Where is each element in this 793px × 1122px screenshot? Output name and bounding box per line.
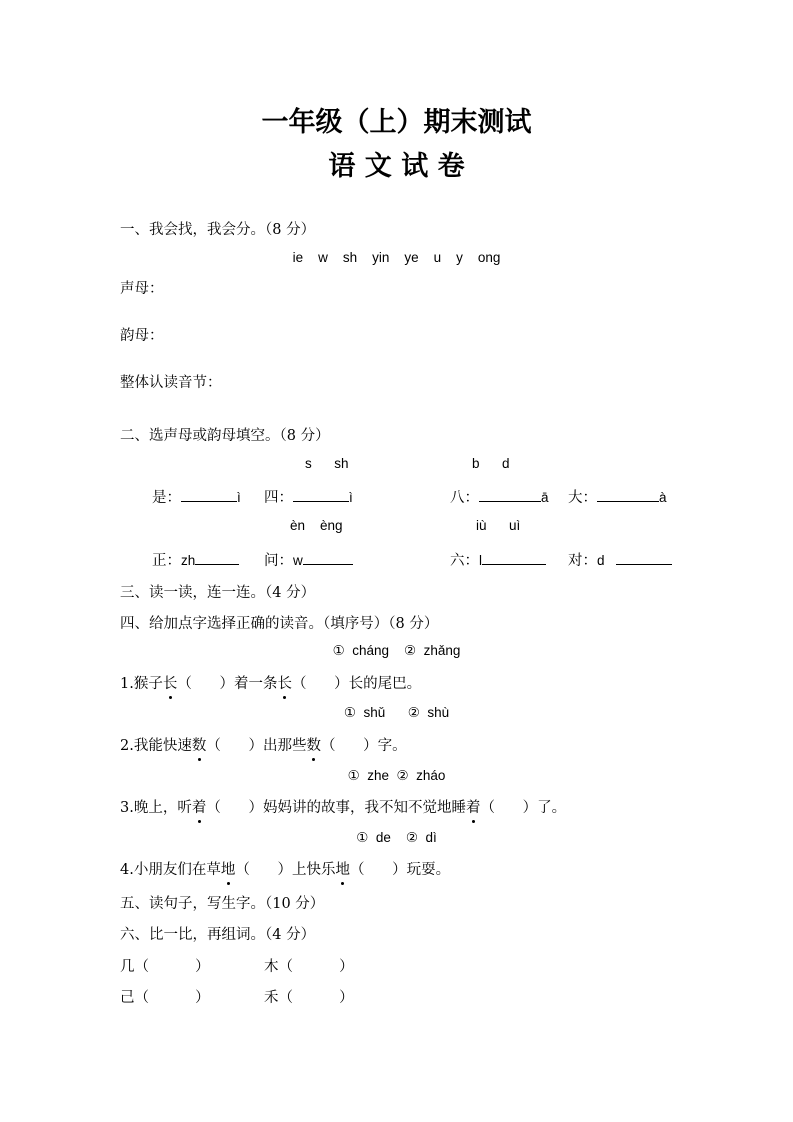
q4-options-2: ① shǔ ② shù [343, 705, 450, 720]
q2-item-label: 大： [568, 490, 597, 506]
q2-item-label: 问： [264, 553, 293, 569]
dotted-char: 着 [192, 796, 207, 817]
q4-sentence-1 [120, 672, 421, 693]
q2-item-prefix: d [597, 553, 609, 568]
q2-item-suffix: ì [237, 490, 241, 505]
q4-sentence-3 [120, 796, 566, 817]
q2-item-prefix: l [479, 553, 482, 568]
q2-options-a: s sh [305, 456, 349, 471]
q6-heading: 六、比一比，再组词。（4 分） [120, 927, 316, 943]
q2-item-label: 八： [450, 490, 479, 506]
dotted-char: 地 [336, 858, 351, 879]
sentence-text: （ ）字。 [321, 738, 407, 754]
q2-options-d: iù uì [476, 518, 521, 533]
q4-heading: 四、给加点字选择正确的读音。（填序号）（8 分） [120, 616, 439, 632]
fill-blank[interactable] [482, 550, 546, 565]
q4-options-1: ① cháng ② zhǎng [332, 643, 461, 658]
fill-blank[interactable] [597, 487, 659, 502]
sentence-text: 4.小朋友们在草 [120, 862, 221, 878]
q2-item-label: 正： [152, 553, 181, 569]
q2-item-dui [568, 549, 672, 570]
q6-pair-ji2: 己（ ） [120, 990, 210, 1006]
q1-row-yunmu: 韵母： [120, 328, 164, 344]
q2-item-prefix: zh [181, 553, 196, 568]
sentence-text: （ ）了。 [480, 800, 567, 816]
q2-item-liu [450, 549, 546, 570]
q2-item-shi [152, 486, 241, 507]
q2-options-c: èn èng [290, 518, 343, 533]
q2-item-ba [450, 486, 549, 507]
q2-heading: 二、选声母或韵母填空。（8 分） [120, 428, 330, 444]
q1-row-zhengti: 整体认读音节： [120, 375, 222, 391]
q6-pair-mu: 木（ ） [264, 959, 354, 975]
sentence-text: （ ）出那些 [206, 738, 307, 754]
page-title: 一年级（上）期末测试 [261, 107, 532, 138]
dotted-char: 地 [221, 858, 236, 879]
q4-options-3: ① zhe ② zháo [347, 768, 446, 783]
q3-heading: 三、读一读，连一连。（4 分） [120, 585, 316, 601]
dotted-char: 长 [163, 672, 178, 693]
q2-item-label: 对： [568, 553, 597, 569]
q4-sentence-4 [120, 858, 450, 879]
sentence-text: （ ）着一条 [177, 676, 278, 692]
dotted-char: 着 [466, 796, 481, 817]
q2-item-label: 六： [450, 553, 479, 569]
q2-item-si [264, 486, 353, 507]
fill-blank[interactable] [616, 550, 672, 565]
q2-item-suffix: ì [349, 490, 353, 505]
page-subtitle: 语 文 试 卷 [328, 151, 465, 182]
q6-pair-he: 禾（ ） [264, 990, 354, 1006]
q1-heading: 一、我会找，我会分。（8 分） [120, 222, 316, 238]
sentence-text: （ ）妈妈讲的故事，我不知不觉地睡 [206, 800, 466, 816]
sentence-text: 3.晚上，听 [120, 800, 192, 816]
sentence-text: （ ）玩耍。 [350, 862, 451, 878]
q2-item-label: 四： [264, 490, 293, 506]
q4-options-4: ① de ② dì [356, 830, 437, 845]
dotted-char: 数 [192, 734, 207, 755]
dotted-char: 数 [307, 734, 322, 755]
sentence-text: 1.猴子 [120, 676, 163, 692]
q6-pair-ji: 几（ ） [120, 959, 210, 975]
dotted-char: 长 [278, 672, 293, 693]
q5-heading: 五、读句子，写生字。（10 分） [120, 896, 325, 912]
q2-item-label: 是： [152, 490, 181, 506]
fill-blank[interactable] [303, 550, 353, 565]
q2-item-suffix: à [659, 490, 667, 505]
sentence-text: （ ）长的尾巴。 [292, 676, 422, 692]
q2-item-zheng [152, 549, 239, 570]
q1-letters: ie w sh yin ye u y ong [292, 250, 501, 265]
fill-blank[interactable] [195, 550, 239, 565]
q1-row-shengmu: 声母： [120, 281, 164, 297]
q2-item-wen [264, 549, 353, 570]
fill-blank[interactable] [293, 487, 349, 502]
fill-blank[interactable] [181, 487, 237, 502]
sentence-text: 2.我能快速 [120, 738, 192, 754]
q2-item-suffix: ā [541, 490, 549, 505]
q2-item-prefix: w [293, 553, 303, 568]
q2-options-b: b d [472, 456, 510, 471]
sentence-text: （ ）上快乐 [235, 862, 336, 878]
q2-item-da [568, 486, 667, 507]
q4-sentence-2 [120, 734, 407, 755]
fill-blank[interactable] [479, 487, 541, 502]
